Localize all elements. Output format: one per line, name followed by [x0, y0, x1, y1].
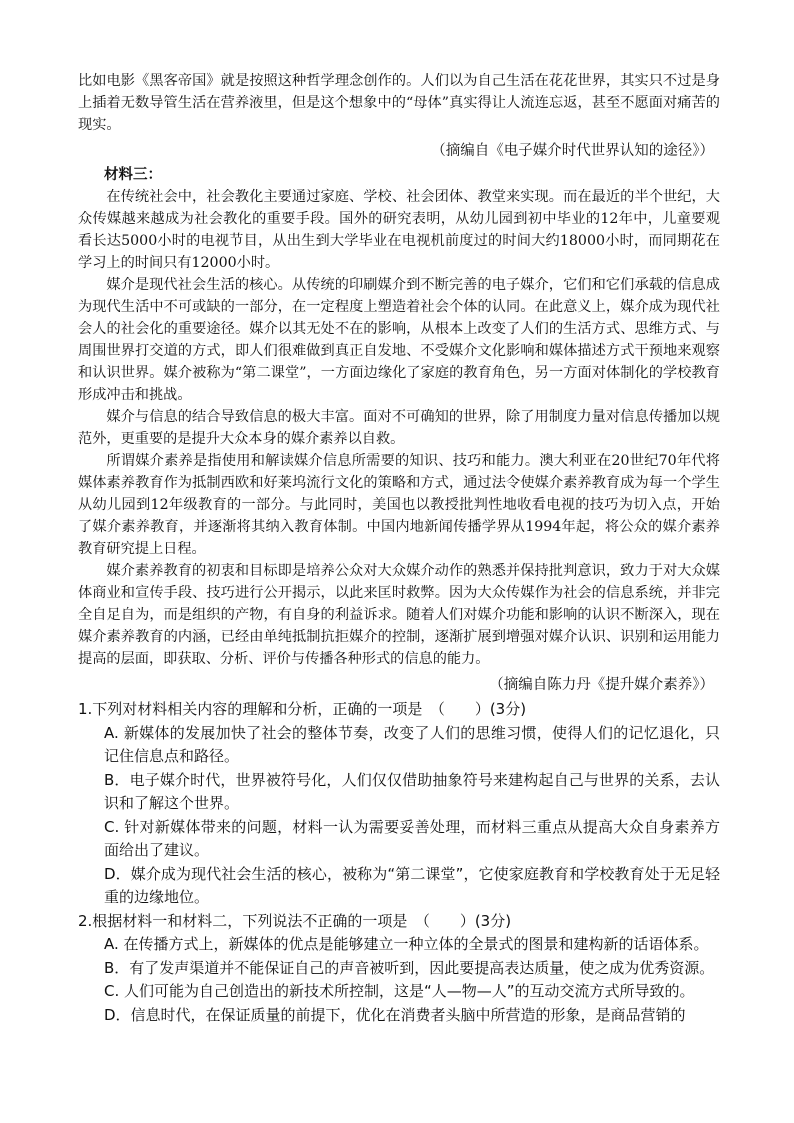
option-c: C. 针对新媒体带来的问题，材料一认为需要妥善处理，而材料三重点从提高大众自身素养方面给出了建议。: [104, 817, 720, 859]
question-1: [78, 698, 720, 910]
option-c: C. 人们可能为自己创造出的新技术所控制，这是“人—物—人”的互动交流方式所导致的。: [104, 982, 695, 1000]
passage-paragraph: 比如电影《黑客帝国》就是按照这种哲学理念创作的。人们以为自己生活在花花世界，其实只不过是身上插着无数导管生活在营养液里，但是这个想象中的“母体”真实得让人流连忘返，甚至不愿面对痛苦的现实。: [78, 73, 720, 133]
option-b: B．有了发声渠道并不能保证自己的声音被听到，因此要提高表达质量，使之成为优秀资源。: [104, 958, 715, 977]
option-b: B．电子媒介时代，世界被符号化，人们仅仅借助抽象符号来建构起自己与世界的关系，去认识和了解这个世界。: [104, 770, 720, 812]
source-citation: （摘编自陈力丹《提升媒介素养》）: [489, 677, 714, 693]
passage-paragraph: 媒介与信息的结合导致信息的极大丰富。面对不可确知的世界，除了用制度力量对信息传播加以规范外，更重要的是提升大众本身的媒介素养以自救。: [78, 409, 720, 447]
source-citation: （摘编自《电子媒介时代世界认知的途径》）: [431, 143, 714, 159]
passage-paragraph: 所谓媒介素养是指使用和解读媒介信息所需要的知识、技巧和能力。澳大利亚在20世纪70年代将媒体素养教育作为抵制西欧和好莱坞流行文化的策略和方式，通过法令使媒介素养教育成为每一个学生从幼儿园到12年级教育的一部分。与此同时，美国也以教授批判性地收看电视的技巧为切入点，开始了媒介素养教育，并逐渐将其纳入教育体制。中国内地新闻传播学界从1994年起，将公众的媒介素养教育研究提上日程。: [78, 453, 720, 557]
passage-paragraph: 在传统社会中，社会教化主要通过家庭、学校、社会团体、教堂来实现。而在最近的半个世纪，大众传媒越来越成为社会教化的重要手段。国外的研究表明，从幼儿园到初中毕业的12年中，儿童要观看长达5000小时的电视节目，从出生到大学毕业在电视机前度过的时间大约18000小时，而同期花在学习上的时间只有12000小时。: [78, 189, 720, 271]
question-2: [78, 910, 720, 1028]
question-stem: 1.下列对材料相关内容的理解和分析，正确的一项是 （ ）(3分): [78, 700, 527, 718]
option-a: A. 在传播方式上，新媒体的优点是能够建立一种立体的全景式的图景和建构新的话语体系。: [104, 935, 709, 953]
passage-paragraph: 媒介是现代社会生活的核心。从传统的印刷媒介到不断完善的电子媒介，它们和它们承载的信息成为现代生活中不可或缺的一部分，在一定程度上塑造着社会个体的认同。在此意义上，媒介成为现代社会人的社会化的重要途径。媒介以其无处不在的影响，从根本上改变了人们的生活方式、思维方式、与周围世界打交道的方式，即人们很难做到真正自发地、不受媒介文化影响和媒体描述方式干预地来观察和认识世界。媒介被称为“第二课堂”，一方面边缘化了家庭的教育角色，另一方面对体制化的学校教育形成冲击和挑战。: [78, 277, 720, 403]
option-d: D．信息时代，在保证质量的前提下，优化在消费者头脑中所营造的形象，是商品营销的: [104, 1005, 686, 1024]
section-heading-material-three: 材料三：: [104, 167, 162, 183]
passage-paragraph: 媒介素养教育的初衷和目标即是培养公众对大众媒介动作的熟悉并保持批判意识，致力于对大众媒体商业和宣传手段、技巧进行公开揭示，以此来匡时救弊。因为大众传媒作为社会的信息系统，并非完全自足自为，而是组织的产物，有自身的利益诉求。随着人们对媒介功能和影响的认识不断深入，现在媒介素养教育的内涵，已经由单纯抵制抗拒媒介的控制，逐渐扩展到增强对媒介认识、识别和运用能力提高的层面，即获取、分析、评价与传播各种形式的信息的能力。: [78, 563, 720, 667]
question-list: [78, 698, 720, 1027]
material-three-body: [78, 186, 720, 670]
option-a: A. 新媒体的发展加快了社会的整体节奏，改变了人们的思维习惯，使得人们的记忆退化，只记住信息点和路径。: [104, 723, 720, 765]
passage-continuation: [78, 70, 720, 136]
option-d: D．媒介成为现代社会生活的核心，被称为“第二课堂”，它使家庭教育和学校教育处于无足轻重的边缘地位。: [104, 864, 720, 906]
question-stem: 2.根据材料一和材料二，下列说法不正确的一项是 （ ）(3分): [78, 911, 512, 930]
